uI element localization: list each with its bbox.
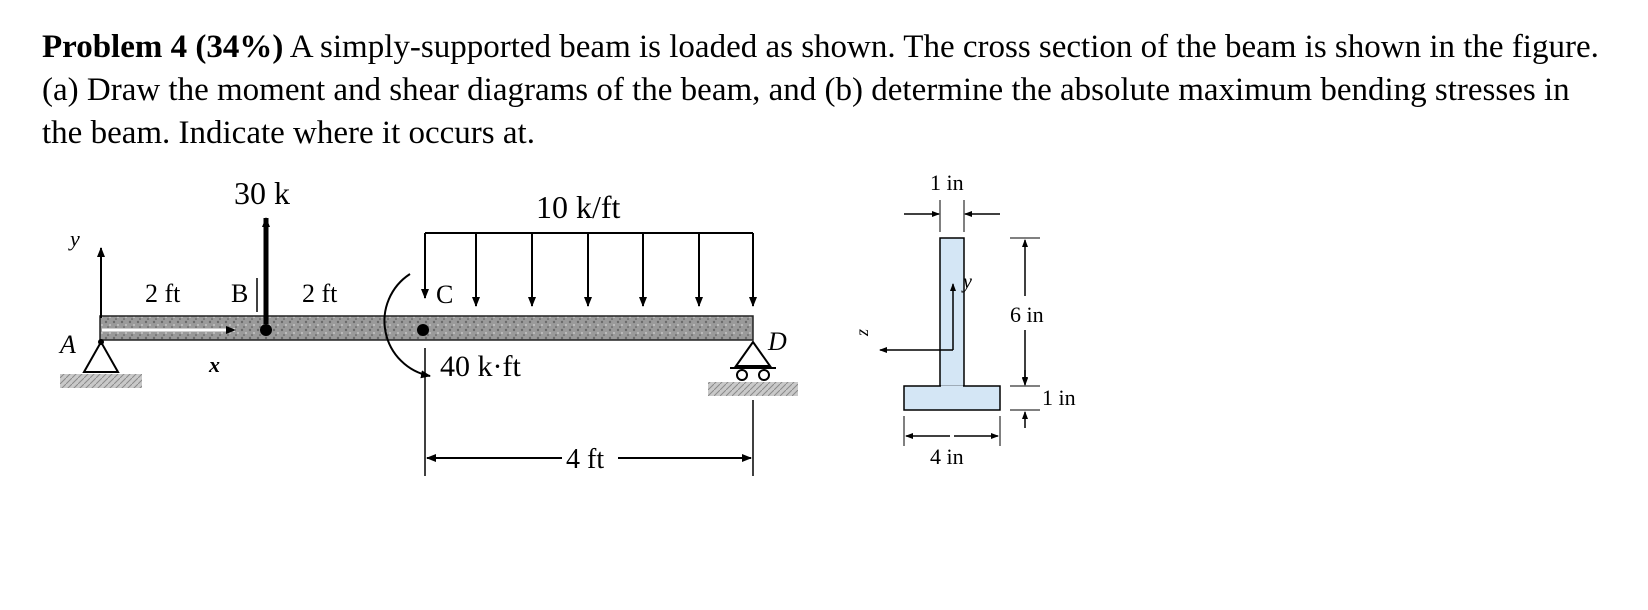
distributed-load-label: 10 k/ft [536,189,621,225]
web-height-label: 6 in [1010,302,1044,327]
moment-label: 40 k·ft [440,350,521,383]
point-d-label: D [768,327,787,356]
problem-heading: Problem 4 (34%) [42,29,284,65]
span-cd-label: 4 ft [566,444,605,475]
point-c-dot [417,324,429,336]
web-width-label: 1 in [930,170,964,195]
point-c-label: C [436,280,454,309]
section-z-label: z [852,328,872,336]
point-a-label: A [60,330,76,359]
point-b-label: B [231,279,249,308]
span-bc-label: 2 ft [302,279,338,308]
span-ab-label: 2 ft [145,279,181,308]
distributed-load [425,233,753,306]
problem-text: A simply-supported beam is loaded as shown. The cross section of the beam is shown in the figure. (a) Draw the moment and shear diagrams of the beam, and (b) determine the absolute maximum bending stresses in the beam. Indicate where it occurs at. [42,29,1599,151]
flange-thickness-label: 1 in [1042,385,1076,410]
flange-width-label: 4 in [930,444,964,469]
y-axis-label: y [70,226,80,251]
point-b-dot [260,324,272,336]
point-load-label: 30 k [234,175,290,211]
x-axis-label: x [209,352,220,377]
t-cross-section [904,238,1000,410]
section-y-label: y [963,271,972,293]
